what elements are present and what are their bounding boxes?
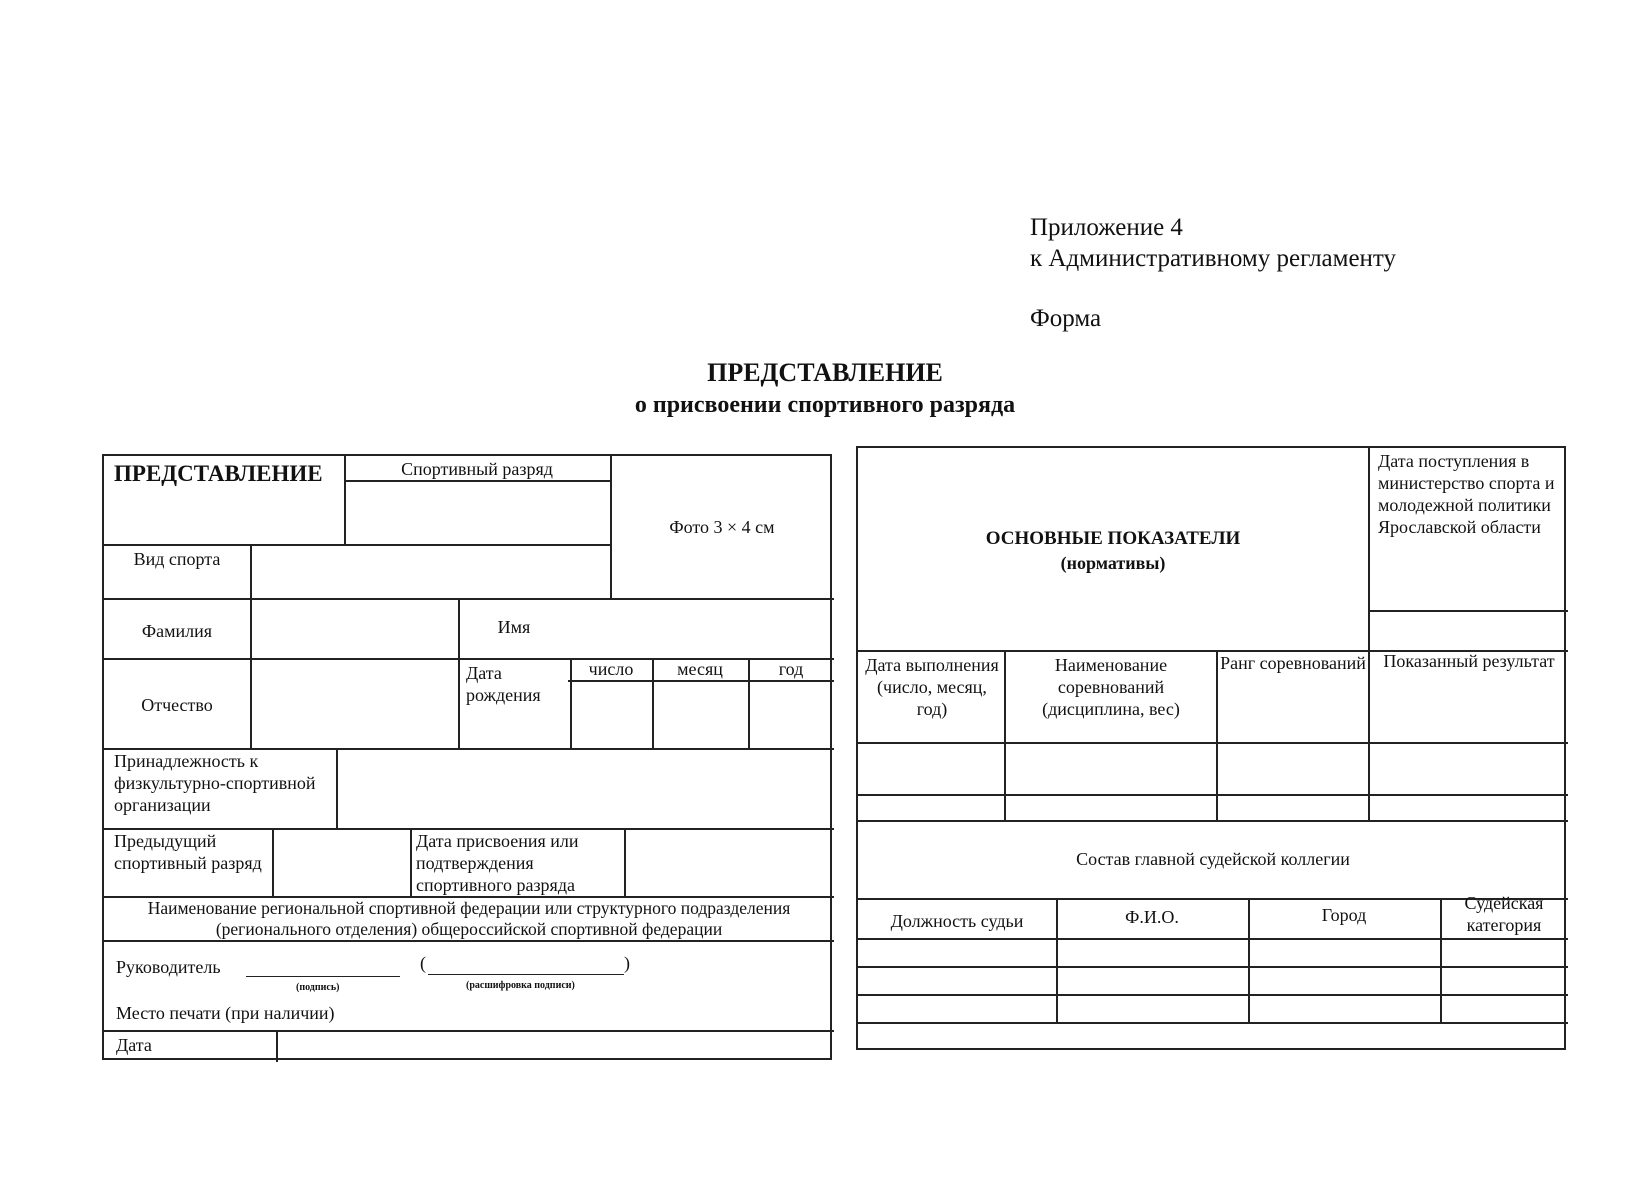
column-competition-name: Наименование соревнований (дисциплина, вес) [1042,655,1180,719]
patronymic-label: Отчество [141,695,213,715]
stamp-label: Место печати (при наличии) [116,1003,335,1023]
surname-label: Фамилия [141,621,213,641]
column-judge-city: Город [1321,905,1367,925]
birth-day-label: число [588,659,634,679]
column-judge-category: Судейская категория [1464,893,1544,935]
previous-rank-label: Предыдущий спортивный разряд [114,831,262,873]
sport-type-label: Вид спорта [133,549,221,569]
card-heading: ПРЕДСТАВЛЕНИЕ [114,461,323,486]
document-subtitle: о присвоении спортивного разряда [634,392,1016,418]
column-result: Показанный результат [1383,651,1555,671]
federation-label: Наименование региональной спортивной федерации или структурного подразделения (регионального отделения) общероссийской спортивной федерации [147,898,791,939]
birth-month-label: месяц [677,659,723,679]
head-label: Руководитель [116,957,221,977]
first-name-label: Имя [497,617,531,637]
received-date-label: Дата поступления в министерство спорта и молодежной политики Ярославской области [1378,451,1555,537]
indicators-card [856,446,1566,1050]
decoding-hint: (расшифровка подписи) [466,980,575,991]
column-competition-rank: Ранг соревнований [1220,653,1366,673]
regulation-reference: к Административному регламенту [1030,245,1397,272]
birth-year-label: год [778,659,804,679]
photo-placeholder: Фото 3 × 4 см [669,517,775,537]
column-judge-name: Ф.И.О. [1125,907,1179,927]
column-completion-date: Дата выполнения (число, месяц, год) [865,655,999,719]
appendix-number: Приложение 4 [1030,214,1183,241]
close-paren: ) [624,953,630,973]
organization-label: Принадлежность к физкультурно-спортивной организации [114,751,316,815]
document-title: ПРЕДСТАВЛЕНИЕ [707,358,943,387]
signature-line [246,976,400,977]
assign-date-label: Дата присвоения или подтверждения спортивного разряда [416,831,579,895]
column-judge-position: Должность судьи [890,911,1024,931]
decoding-line [428,974,624,975]
signature-hint: (подпись) [296,982,340,993]
norms-subheading: (нормативы) [1060,553,1166,573]
indicators-heading: ОСНОВНЫЕ ПОКАЗАТЕЛИ [985,528,1241,549]
representation-card [102,454,832,1060]
open-paren: ( [420,953,426,973]
birth-date-label: Дата рождения [466,663,541,705]
form-label: Форма [1030,305,1102,332]
judges-panel-heading: Состав главной судейской коллегии [1076,849,1350,869]
sport-rank-label: Спортивный разряд [401,459,553,479]
date-label: Дата [116,1035,152,1055]
